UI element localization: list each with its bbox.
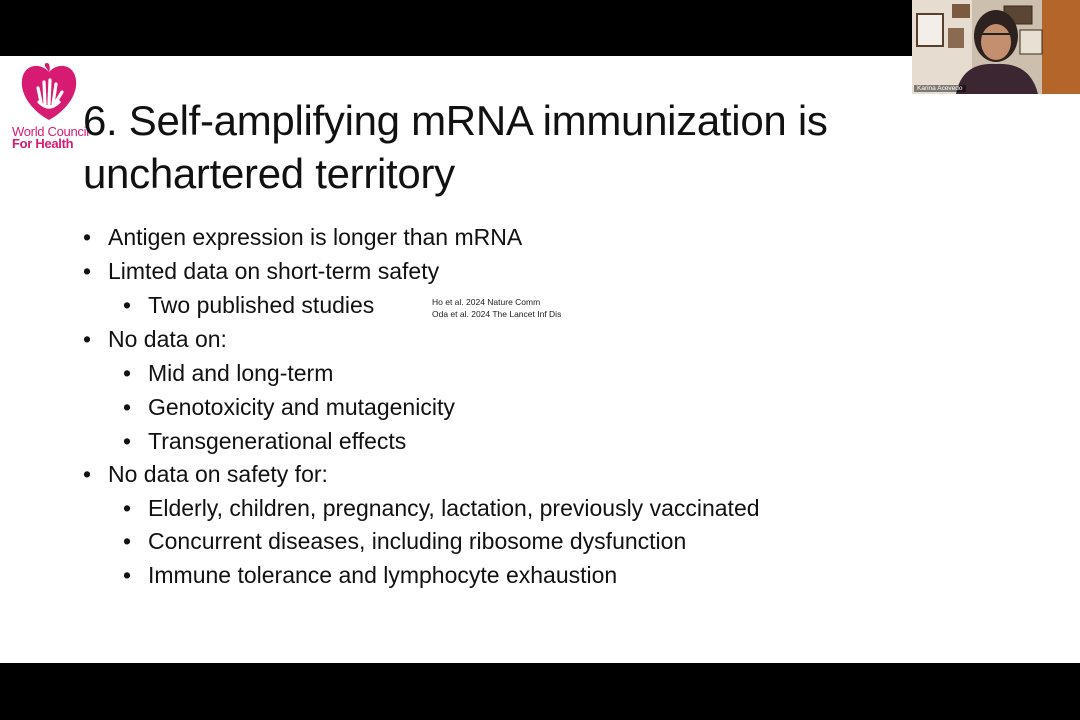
reference-item: Ho et al. 2024 Nature Comm <box>432 297 541 307</box>
slide-title-line2: unchartered territory <box>83 150 455 197</box>
participant-name-label: Karina Acevedo <box>914 85 966 92</box>
slide-title-line1: 6. Self-amplifying mRNA immunization is <box>83 97 828 144</box>
world-council-logo <box>12 62 90 151</box>
webcam-video-feed <box>912 0 1080 94</box>
logo-heart-hand-icon <box>12 62 90 124</box>
logo-text-line1: World Council <box>12 124 89 139</box>
references <box>432 296 561 320</box>
webcam-tile[interactable] <box>912 0 1080 94</box>
reference-item: Oda et al. 2024 The Lancet Inf Dis <box>432 309 562 319</box>
slide-title <box>83 94 943 200</box>
logo-text-line2: For Health <box>12 136 74 151</box>
presentation-slide: World Council For Health 6. Self-amplifying mRNA immunization is unchartered territory • Antigen expression is longer than mRNA • Limted data on short-term safety • Two published studies • No data on: • Mid and long-term • Genotoxicity and mutagenicity • Transgenerational effects • No data on safety for: • Elderly, children, pregnancy, lactation, previously vaccinated • Concurrent diseases, including ribosome dysfunction • Immune tolerance and lymphocyte exhaustion Ho et al. 2024 Nature Comm Oda et al. 2024 The Lancet Inf Dis <box>0 56 1080 663</box>
